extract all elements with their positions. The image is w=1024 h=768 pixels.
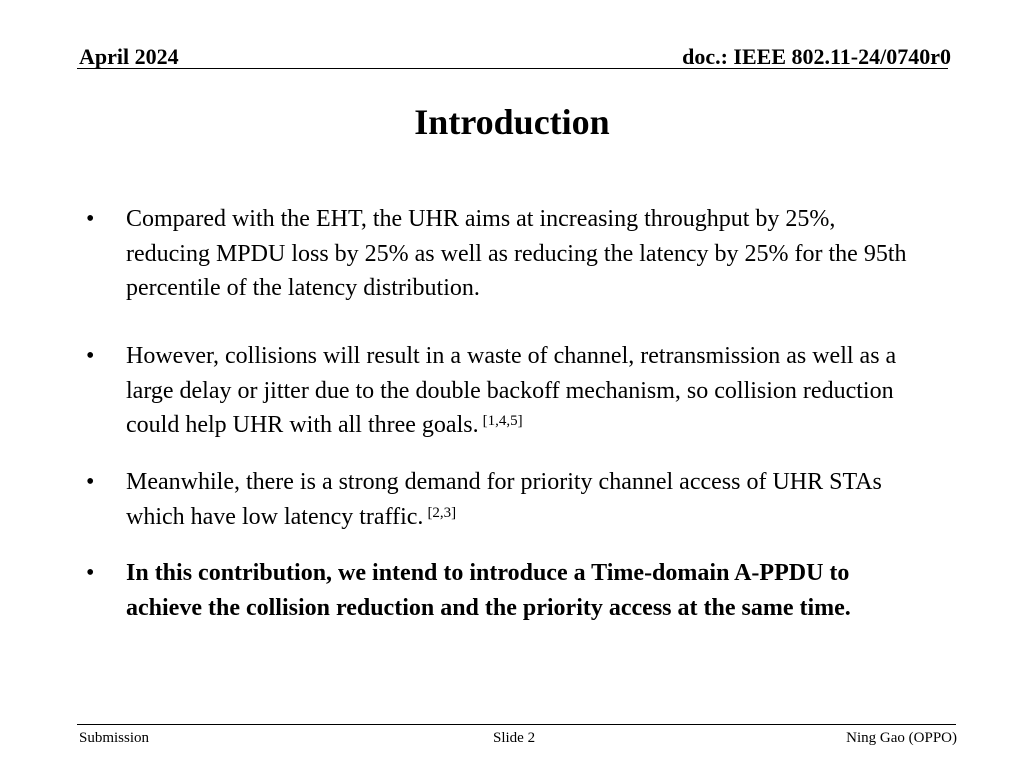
header-doc-number: doc.: IEEE 802.11-24/0740r0 (682, 44, 951, 69)
bullet-icon: • (86, 343, 95, 369)
bullet-text-body: Meanwhile, there is a strong demand for priority channel access of UHR STAs which have low latency traffic. (126, 469, 882, 530)
footer-author: Ning Gao (OPPO) (846, 730, 957, 746)
footer-submission: Submission (79, 730, 150, 746)
header-divider (77, 68, 948, 69)
bullet-text (126, 556, 916, 625)
footer-slide-number: Slide 2 (493, 730, 536, 746)
bullet-icon: • (86, 560, 95, 586)
bullet-text (126, 339, 916, 443)
bullet-text-body: In this contribution, we intend to introduce a Time-domain A-PPDU to achieve the collision reduction and the priority access at the same time. (126, 560, 851, 621)
bullet-item (86, 556, 916, 625)
bullet-icon: • (86, 206, 95, 232)
footer-divider (77, 724, 956, 725)
bullet-item (86, 202, 916, 306)
bullet-text-body: However, collisions will result in a waste of channel, retransmission as well as a large delay or jitter due to the double backoff mechanism, so collision reduction could help UHR with all three goals. (126, 343, 897, 438)
header-date: April 2024 (79, 44, 179, 69)
bullet-text-body: Compared with the EHT, the UHR aims at increasing throughput by 25%, reducing MPDU loss by 25% as well as reducing the latency by 25% for the 95th percentile of the latency distribution. (126, 206, 907, 301)
bullet-icon: • (86, 469, 95, 495)
citation-reference: [2,3] (427, 504, 457, 521)
citation-reference: [1,4,5] (482, 413, 523, 429)
slide-title: Introduction (414, 102, 610, 142)
bullet-text (126, 465, 916, 534)
bullet-text (126, 202, 916, 306)
bullet-item (86, 339, 916, 443)
bullet-item (86, 465, 916, 534)
